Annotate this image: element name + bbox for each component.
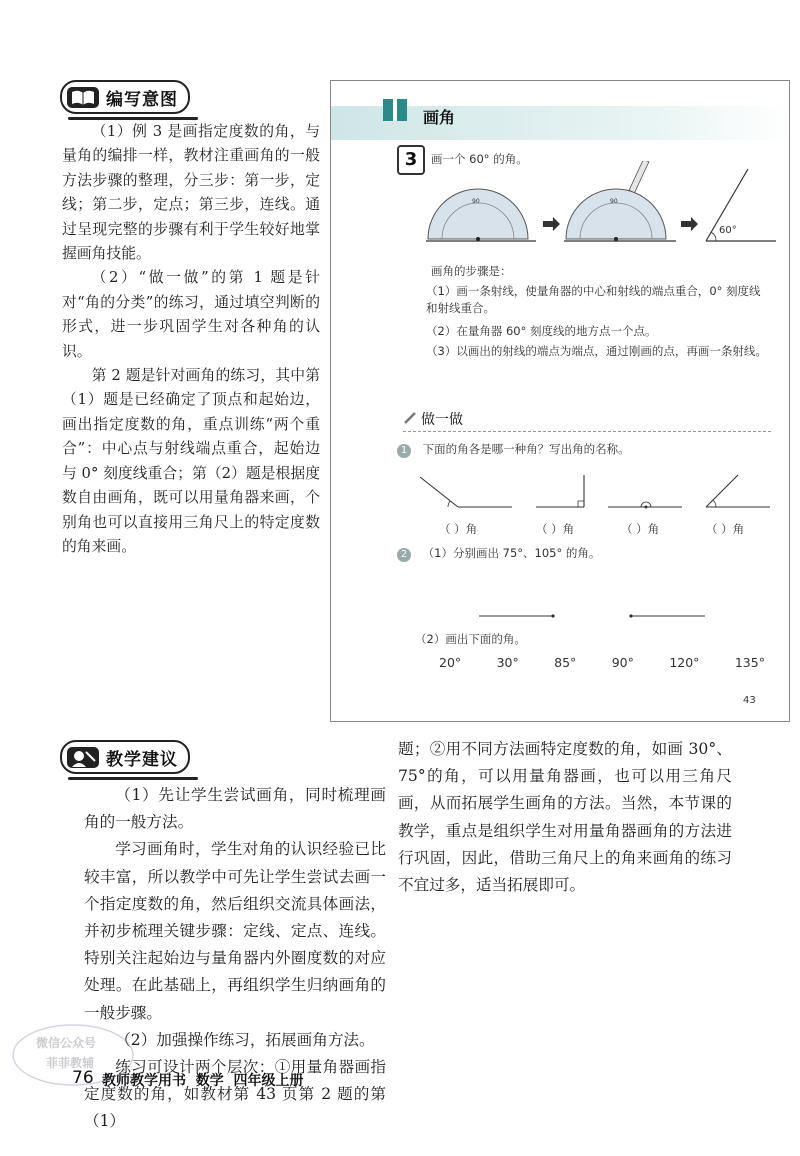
practice-title: 做一做: [421, 412, 463, 428]
intro-heading-pill: [60, 80, 190, 114]
svg-text:90: 90: [472, 198, 480, 205]
svg-text:90: 90: [610, 198, 618, 205]
intro-heading: 编写意图: [106, 89, 178, 110]
suggestion-p3: （2）加强操作练习，拓展画角方法。: [115, 1030, 375, 1049]
intro-p1: （1）例 3 是画指定度数的角，与量角的编排一样，教材注重画角的一般方法步骤的整理，分三步：第一步，定线；第二步，定点；第三步，连线。通过呈现完整的步骤有利于学生较好地掌握画角技能。: [62, 123, 320, 263]
step-3: （3）以画出的射线的端点为端点，通过刚画的点，再画一条射线。: [426, 344, 767, 358]
section-title: 画角: [423, 108, 456, 127]
intro-p3: 第 2 题是针对画角的练习，其中第（1）题是已经确定了顶点和起始边，画出指定度数的角，重点训练“两个重合”：中心点与射线端点重合，起始边与 0° 刻度线重合；第（2）题是根据度数自由画角，既可以用量角器来画，个别角也可以直接用三角尺上的特定度数的角来画。: [62, 367, 320, 555]
book-icon: [66, 84, 100, 110]
degree-2: 30°: [496, 655, 519, 670]
angle-blank-4: （ ）角: [706, 522, 745, 536]
q2-sub2: （2）画出下面的角。: [415, 632, 526, 646]
angle-blank-3: （ ）角: [621, 522, 660, 536]
degree-1: 20°: [439, 655, 462, 670]
protractor-illustration: [426, 161, 776, 251]
suggestion-p4: 练习可设计两个层次：①用量角器画指定度数的角，如教材第 43 页第 2 题的第（1）: [84, 1058, 386, 1131]
footer-book-title: 教师教学用书 数学 四年级上册: [102, 1073, 304, 1089]
example-prompt: 画一个 60° 的角。: [431, 152, 528, 166]
q2-sub1: （1）分别画出 75°、105° 的角。: [422, 546, 601, 560]
q2: [397, 545, 600, 562]
suggestions-heading-pill: [60, 740, 190, 774]
suggestions-heading-underline: [68, 777, 198, 780]
angle-blank-1: （ ）角: [439, 522, 478, 536]
practice-divider: [403, 431, 771, 432]
step-2: （2）在量角器 60° 刻度线的地方点一个点。: [426, 324, 657, 338]
q1-text: 下面的角各是哪一种角？写出角的名称。: [422, 442, 630, 456]
footer-page-number: 76: [72, 1068, 94, 1088]
suggestion-p2: 学习画角时，学生对角的认识经验已比较丰富，所以教学中可先让学生尝试去画一个指定度数的角，然后组织交流具体画法，并初步梳理关键步骤：定线、定点、连线。特别关注起始边与量角器内外圈度数的对应处理。在此基础上，再组织学生归纳画角的一般步骤。: [84, 840, 386, 1022]
angle-blank-2: （ ）角: [536, 522, 575, 536]
steps-title: 画角的步骤是：: [431, 264, 512, 278]
suggestions-heading: 教学建议: [106, 749, 178, 770]
q1: [397, 441, 630, 458]
angle-types-illustration: [416, 471, 776, 516]
watermark-line1: 微信公众号: [36, 1036, 97, 1050]
suggestions-heading-badge: [60, 740, 190, 774]
intro-heading-badge: [60, 80, 190, 114]
section-book-icon: [381, 96, 409, 124]
q2-number: 2: [397, 548, 411, 562]
q1-number: 1: [397, 444, 411, 458]
watermark-line2: 菲菲教辅: [46, 1056, 95, 1070]
pencil-icon: [403, 411, 417, 425]
degree-4: 90°: [611, 655, 634, 670]
q2-rays: [471, 611, 711, 621]
suggestions-right-column: [398, 736, 732, 899]
degree-6: 135°: [734, 655, 765, 670]
book-page-number: 43: [743, 695, 756, 706]
watermark: [8, 1020, 138, 1090]
degree-5: 120°: [669, 655, 700, 670]
degree-3: 85°: [554, 655, 577, 670]
step-1: （1）画一条射线，使量角器的中心和射线的端点重合，0° 刻度线和射线重合。: [426, 284, 761, 315]
angle-60-label: 60°: [719, 225, 737, 236]
suggestion-p1: （1）先让学生尝试画角，同时梳理画角的一般方法。: [84, 786, 386, 832]
teacher-icon: [66, 744, 100, 770]
textbook-page: [330, 80, 790, 722]
degree-list: [439, 655, 765, 670]
intro-p2: （2）“做一做”的第 1 题是针对“角的分类”的练习，通过填空判断的形式，进一步巩固学生对各种角的认识。: [62, 269, 320, 360]
suggestion-right-p1: 题；②用不同方法画特定度数的角，如画 30°、75°的角，可以用量角器画，也可以用三角尺画，从而拓展学生画角的方法。当然，本节课的教学，重点是组织学生对用量角器画角的方法进行巩固，因此，借助三角尺上的角来画角的练习不宜过多，适当拓展即可。: [398, 740, 732, 895]
intro-text: [62, 120, 320, 559]
example-number: 3: [397, 145, 425, 175]
